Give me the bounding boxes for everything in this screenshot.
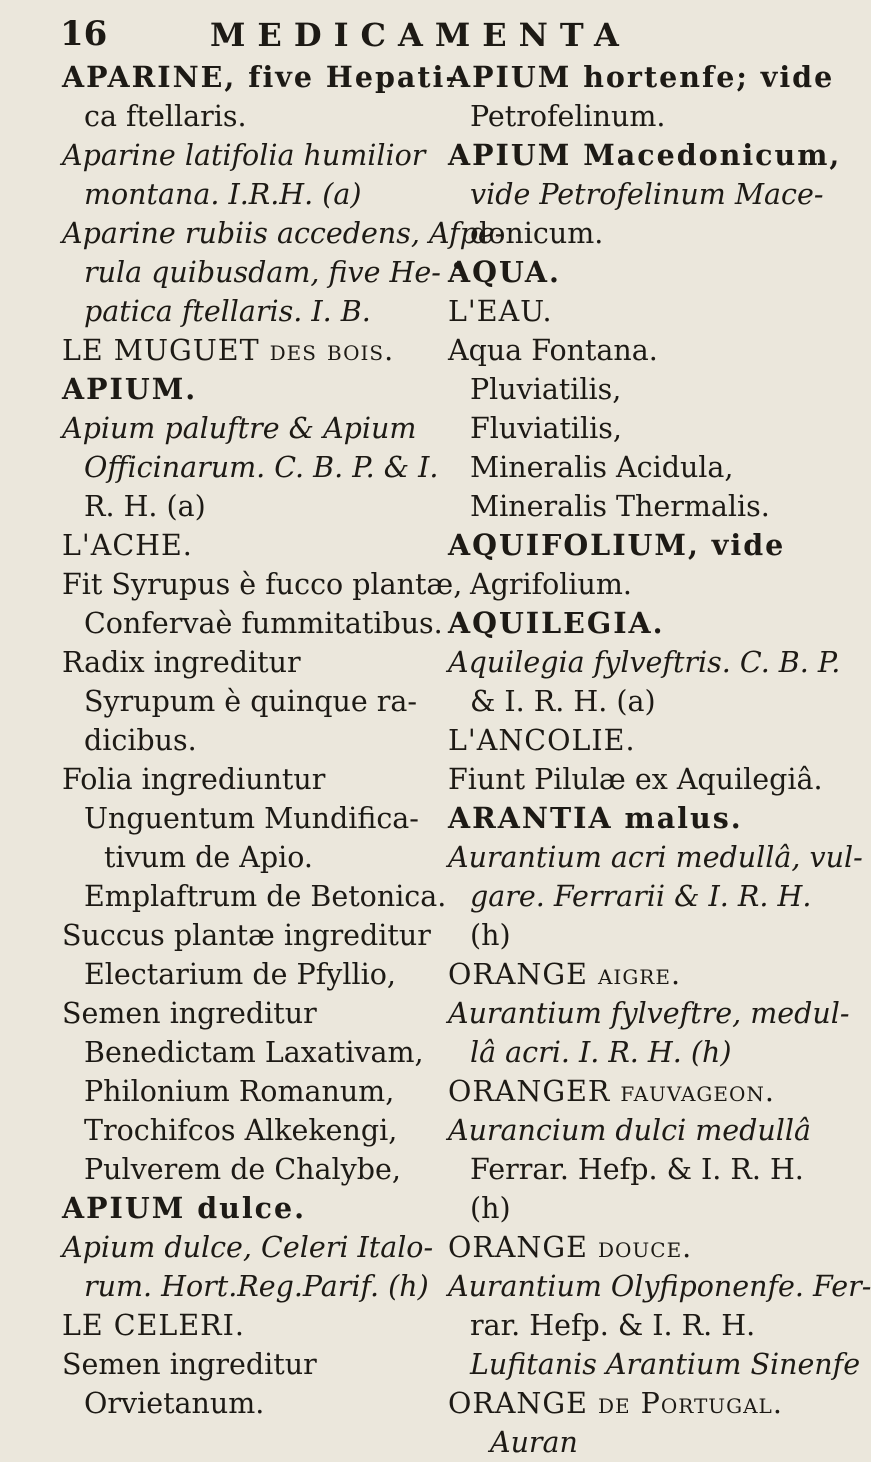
text-line: Trochifcos Alkekengi, (84, 1114, 398, 1147)
text-line: APIUM Macedonicum, (448, 138, 842, 172)
text-line: LE MUGUET des bois. (62, 334, 395, 367)
text-line: Fit Syrupus è fucco plantæ, (62, 568, 463, 601)
page-header (0, 10, 800, 56)
text-line: APIUM dulce. (62, 1191, 307, 1225)
text-line: Aurantium acri medullâ, vul- (448, 841, 863, 874)
running-title: MEDICAMENTA (210, 16, 631, 54)
text-line: Succus plantæ ingreditur (62, 919, 431, 952)
text-line: R. H. (a) (84, 490, 206, 523)
text-line: Semen ingreditur (62, 997, 317, 1030)
right-column (448, 58, 871, 1462)
text-line: donicum. (470, 217, 604, 250)
text-line: Ferrar. Hefp. & I. R. H. (470, 1153, 804, 1186)
text-line: ORANGE douce. (448, 1231, 693, 1264)
text-line: Electarium de Pfyllio, (84, 958, 396, 991)
text-line: ORANGER fauvageon. (448, 1075, 775, 1108)
text-line: AQUIFOLIUM, vide (448, 528, 786, 562)
text-line: rula quibusdam, five He- (84, 256, 441, 289)
text-line: Officinarum. C. B. P. & I. (84, 451, 439, 484)
text-line: rar. Hefp. & I. R. H. (470, 1309, 756, 1342)
text-line: Aquilegia fylveftris. C. B. P. (448, 646, 841, 679)
text-line: tivum de Apio. (104, 841, 313, 874)
text-line: ORANGE de Portugal. (448, 1387, 783, 1420)
text-line: AQUILEGIA. (448, 606, 665, 640)
text-line: Apium dulce, Celeri Italo- (62, 1231, 434, 1264)
text-line: ORANGE aigre. (448, 958, 682, 991)
text-line: Aurantium fylveftre, medul- (448, 997, 850, 1030)
text-line: Syrupum è quinque ra- (84, 685, 418, 718)
page-number: 16 (60, 14, 108, 54)
text-line: Lufitanis Arantium Sinenfe (470, 1348, 861, 1381)
text-line: Orvietanum. (84, 1387, 265, 1420)
text-line: Agrifolium. (470, 568, 632, 601)
text-line: Aurancium dulci medullâ (448, 1114, 811, 1147)
text-line: vide Petrofelinum Mace- (470, 178, 824, 211)
text-line: LE CELERI. (62, 1309, 245, 1342)
text-line: Aparine rubiis accedens, Afpe- (62, 217, 505, 250)
text-line: ARANTIA malus. (448, 801, 743, 835)
text-line: L'ACHE. (62, 529, 193, 562)
text-line: Benedictam Laxativam, (84, 1036, 424, 1069)
text-line: Emplaftrum de Betonica. (84, 880, 447, 913)
text-line: lâ acri. I. R. H. (h) (470, 1036, 732, 1069)
text-line: rum. Hort.Reg.Parif. (h) (84, 1270, 429, 1303)
text-line: Aqua Fontana. (448, 334, 658, 367)
text-line: Semen ingreditur (62, 1348, 317, 1381)
text-line: L'EAU. (448, 295, 553, 328)
text-line: Mineralis Thermalis. (470, 490, 770, 523)
text-line: Apium paluftre & Apium (62, 412, 417, 445)
text-line: L'ANCOLIE. (448, 724, 636, 757)
text-line: APIUM. (62, 372, 198, 406)
text-line: Aurantium Olyfiponenfe. Fer- (448, 1270, 871, 1303)
text-line: Aparine latifolia humilior (62, 139, 426, 172)
text-line: Fiunt Pilulæ ex Aquilegiâ. (448, 763, 823, 796)
text-line: Pluviatilis, (470, 373, 622, 406)
text-line: APARINE, five Hepati- (62, 60, 460, 94)
text-line: (h) (470, 919, 511, 952)
text-line: Petrofelinum. (470, 100, 666, 133)
text-line: Confervaè fummitatibus. (84, 607, 443, 640)
text-line: Pulverem de Chalybe, (84, 1153, 401, 1186)
text-line: AQUA. (448, 255, 561, 289)
text-line: Fluviatilis, (470, 412, 622, 445)
text-line: ca ftellaris. (84, 100, 247, 133)
text-line: montana. I.R.H. (a) (84, 178, 362, 211)
text-line: Folia ingrediuntur (62, 763, 326, 796)
text-line: (h) (470, 1192, 511, 1225)
text-line: APIUM hortenfe; vide (448, 60, 835, 94)
text-line: & I. R. H. (a) (470, 685, 656, 718)
text-line: Mineralis Acidula, (470, 451, 734, 484)
text-line: Auran (490, 1426, 578, 1459)
text-line: Radix ingreditur (62, 646, 301, 679)
text-line: gare. Ferrarii & I. R. H. (470, 880, 812, 913)
text-line: dicibus. (84, 724, 197, 757)
text-line: patica ftellaris. I. B. (84, 295, 371, 328)
text-line: Philonium Romanum, (84, 1075, 395, 1108)
text-line: Unguentum Mundifica- (84, 802, 419, 835)
